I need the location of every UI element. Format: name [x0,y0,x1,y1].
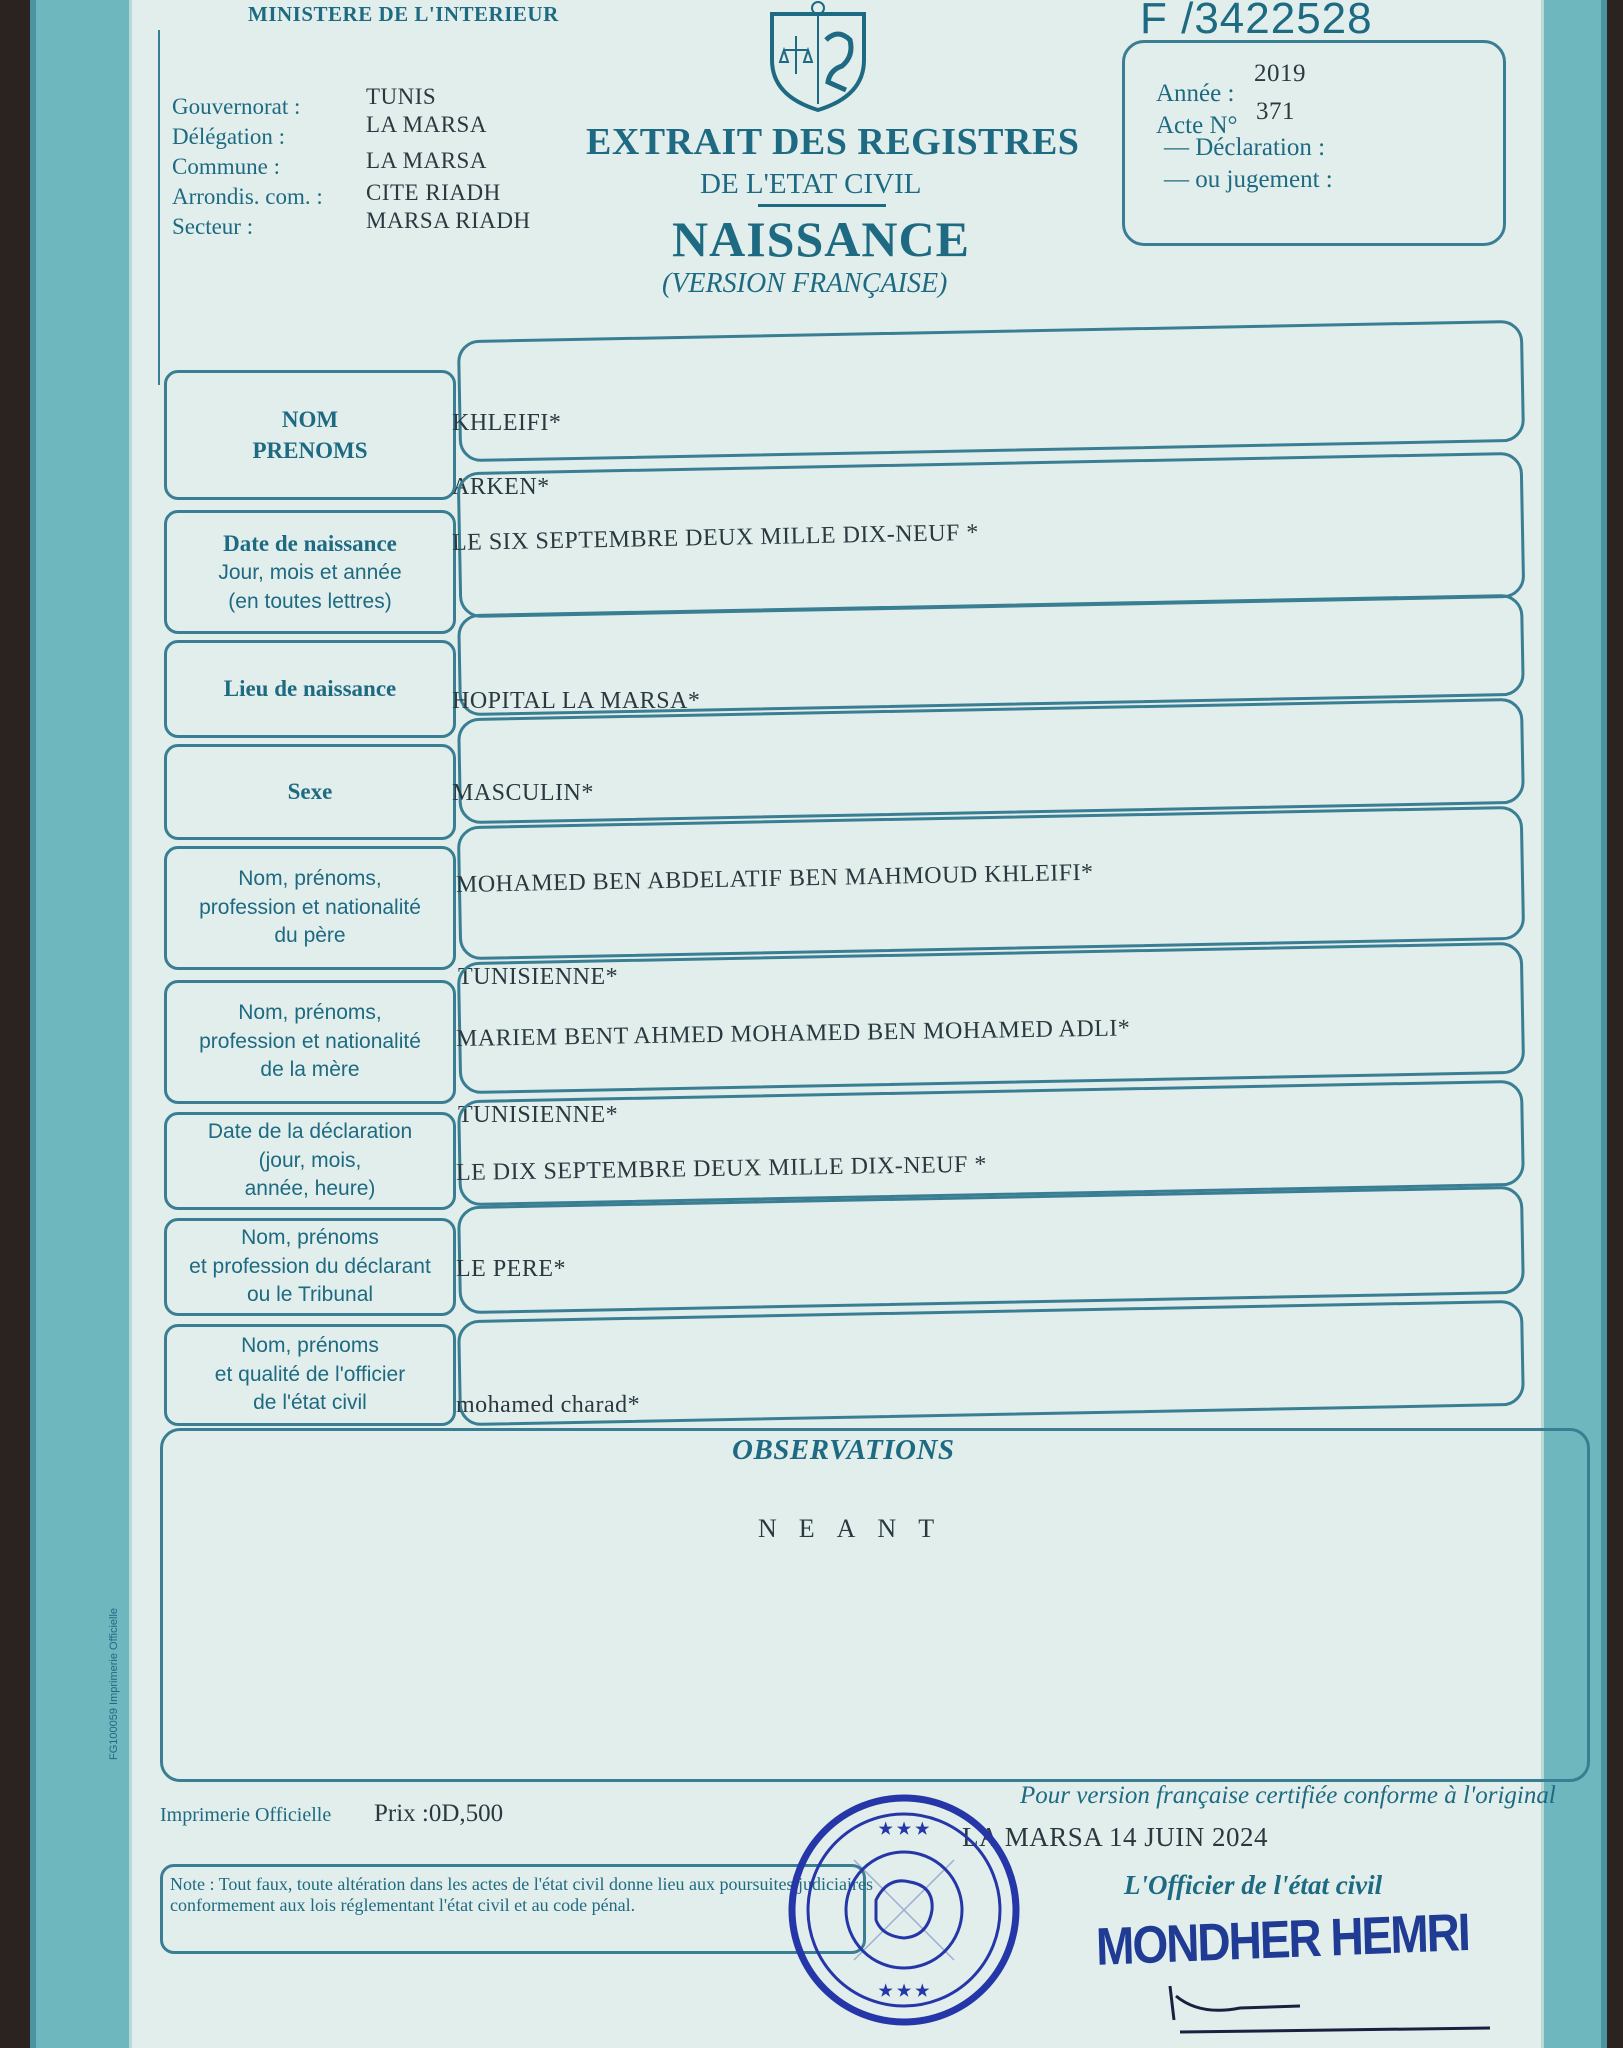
delegation-label: Délégation : [172,124,286,149]
officer-signature-name: MONDHER HEMRI [1095,1901,1470,1977]
coat-of-arms-icon [758,0,878,112]
officer-title: L'Officier de l'état civil [1124,1870,1383,1900]
signature-scribble [1160,1956,1500,2036]
declaration-option: — Déclaration : [1164,134,1326,161]
mere-label-2: profession et nationalité [199,1029,421,1053]
nom-label: NOM [281,406,339,432]
declarant-value: LE PERE* [456,1256,566,1282]
lieu-label-box [164,640,456,738]
mere-value: MARIEM BENT AHMED MOHAMED BEN MOHAMED ADLI* [455,1015,1131,1052]
arrondissement-value: CITE RIADH [366,180,501,205]
declaration-label-box [164,1112,456,1210]
acte-number-label: Acte N° [1156,112,1238,139]
sexe-label: Sexe [287,779,333,805]
prenoms-value: ARKEN* [452,474,550,500]
certification-text: Pour version française certifiée conforme à l'original [1020,1782,1556,1809]
pere-label-box [164,846,456,970]
declarant-entry-box [457,1186,1525,1314]
arrondissement-label: Arrondis. com. : [172,184,323,209]
nom-entry-box [457,320,1525,462]
legal-note: Note : Tout faux, toute altération dans les actes de l'état civil donne lieu aux poursuites judiciaires conformement aux lois réglementant l'état civil et au code pénal. [170,1874,873,1915]
left-divider [158,30,160,385]
side-print-code: FG100059 Imprimerie Officielle [108,1607,120,1760]
date-naissance-label-sub2: (en toutes lettres) [228,589,392,613]
lieu-value: HOPITAL LA MARSA* [452,688,701,714]
sexe-value: MASCULIN* [452,780,594,806]
date-naissance-label-sub1: Jour, mois et année [218,561,402,585]
nom-value: KHLEIFI* [452,410,562,436]
secteur-label: Secteur : [172,214,254,239]
svg-text:★ ★ ★: ★ ★ ★ [878,1983,930,2000]
annee-value: 2019 [1254,60,1306,87]
ministry-header: MINISTERE DE L'INTERIEUR [248,2,559,26]
observations-box [160,1428,1590,1782]
declaration-value: LE DIX SEPTEMBRE DEUX MILLE DIX-NEUF * [455,1151,988,1186]
officier-label-3: de l'état civil [253,1391,367,1415]
title-underline [758,204,886,207]
prenoms-label: PRENOMS [252,438,368,463]
observations-text: NEANT [758,1514,957,1543]
pere-label-3: du père [274,924,346,948]
declarant-label-box [164,1218,456,1316]
price-label: Prix :0D,500 [374,1800,504,1827]
official-stamp [784,1790,1024,2030]
nom-prenoms-label-box [164,370,456,500]
lieu-label: Lieu de naissance [223,676,397,702]
svg-text:★ ★ ★: ★ ★ ★ [878,1821,930,1838]
gouvernorat-value: TUNIS [366,84,437,109]
document-title: EXTRAIT DES REGISTRES [586,121,1080,163]
document-type: NAISSANCE [672,211,970,267]
mere-label-3: de la mère [260,1058,360,1082]
sexe-entry-box [457,698,1525,824]
gouvernorat-label: Gouvernorat : [172,94,301,119]
date-naissance-value: LE SIX SEPTEMBRE DEUX MILLE DIX-NEUF * [451,519,980,556]
pere-nationalite-value: TUNISIENNE* [458,964,619,990]
officier-label-1: Nom, prénoms [241,1334,379,1358]
place-date: LA MARSA 14 JUIN 2024 [962,1822,1269,1852]
declarant-label-2: et profession du déclarant [189,1254,431,1278]
acte-number-value: 371 [1256,98,1295,125]
commune-label: Commune : [172,154,280,179]
date-naissance-label-title: Date de naissance [223,531,397,557]
pere-label-2: profession et nationalité [199,895,421,919]
mere-label-box [164,980,456,1104]
officier-value: mohamed charad* [456,1392,641,1418]
sexe-label-box [164,744,456,840]
mere-label-1: Nom, prénoms, [238,1001,382,1025]
declarant-label-3: ou le Tribunal [246,1283,374,1307]
annee-label: Année : [1156,80,1235,107]
commune-value: LA MARSA [366,148,487,173]
officier-label-box [164,1324,456,1426]
document-subtitle: DE L'ETAT CIVIL [700,168,922,200]
jugement-option: — ou jugement : [1164,166,1333,193]
imprimerie-label: Imprimerie Officielle [160,1804,332,1826]
mere-nationalite-value: TUNISIENNE* [458,1102,619,1128]
delegation-value: LA MARSA [366,112,487,137]
observations-title: OBSERVATIONS [732,1434,955,1466]
date-naissance-label-box [164,510,456,634]
officier-label-2: et qualité de l'officier [214,1362,406,1386]
declarant-label-1: Nom, prénoms [241,1226,379,1250]
declaration-label-1: Date de la déclaration [207,1120,413,1144]
declaration-label-2: (jour, mois, [258,1148,362,1172]
declaration-label-3: année, heure) [244,1177,376,1201]
pere-label-1: Nom, prénoms, [238,867,382,891]
pere-value: MOHAMED BEN ABDELATIF BEN MAHMOUD KHLEIFI* [455,859,1094,898]
declaration-entry-box [457,1080,1525,1206]
secteur-value: MARSA RIADH [366,208,531,233]
document-version: (VERSION FRANÇAISE) [662,268,948,299]
serial-number: F /3422528 [1140,0,1373,43]
